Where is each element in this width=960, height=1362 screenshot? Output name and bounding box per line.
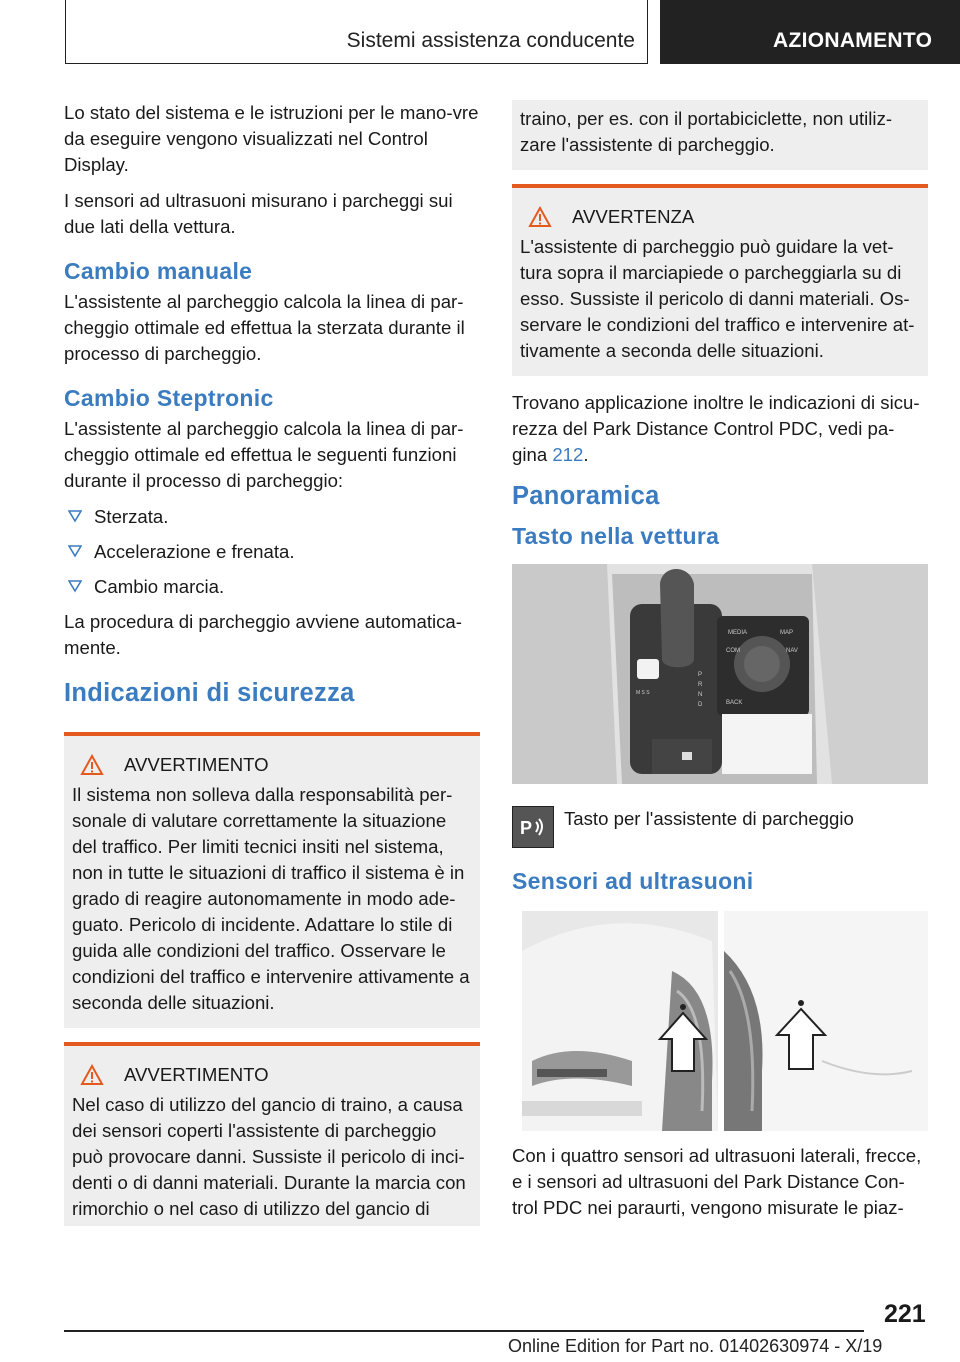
paragraph-steptronic: L'assistente al parcheggio calcola la linea di par-cheggio ottimale ed effettua le seguenti funzioni durante il processo di parcheggio: — [64, 418, 464, 491]
caption-text: Tasto per l'assistente di parcheggio — [564, 808, 854, 829]
list-item-text: Accelerazione e frenata. — [94, 541, 295, 562]
warning-title: AVVERTENZA — [572, 206, 695, 227]
console-photo — [512, 564, 928, 784]
bullet-triangle-icon — [68, 579, 82, 593]
warning-title: AVVERTIMENTO — [124, 754, 269, 775]
bullet-triangle-icon — [68, 544, 82, 558]
header-chapter-title: AZIONAMENTO — [773, 29, 933, 52]
heading-tasto: Tasto nella vettura — [512, 523, 720, 549]
warning-triangle-icon — [80, 754, 104, 776]
heading-manual: Cambio manuale — [64, 258, 253, 284]
header-chapter-box — [660, 0, 960, 64]
console-label-back: BACK — [726, 700, 743, 706]
console-label-r: R — [698, 682, 703, 688]
warning-text: L'assistente di parcheggio può guidare la vet-tura sopra il marciapiede o parcheggiarla su di esso. Sussiste il pericolo di danni materiali. Os-servare le condizioni del traffico e intervenire at-tivamente a seconda delle situazioni. — [520, 236, 915, 361]
console-label-com: COM — [726, 648, 740, 654]
park-assist-button-icon — [512, 806, 554, 848]
warning-triangle-icon — [528, 206, 552, 228]
page-reference-link[interactable]: 212 — [552, 444, 584, 465]
warning-box-2 — [64, 1042, 480, 1226]
paragraph-pdc: Trovano applicazione inoltre le indicazioni di sicu-rezza del Park Distance Control PDC, vedi pa-gina 212. — [512, 392, 920, 465]
heading-steptronic: Cambio Steptronic — [64, 385, 274, 411]
console-label-media: MEDIA — [728, 630, 748, 636]
console-label-n: N — [698, 692, 703, 698]
left-column — [64, 100, 480, 1240]
page-number: 221 — [884, 1300, 926, 1328]
heading-safety: Indicazioni di sicurezza — [64, 679, 355, 707]
console-illustration — [512, 564, 928, 784]
function-list — [64, 504, 480, 600]
paragraph-sensors-description: Con i quattro sensori ad ultrasuoni laterali, frecce, e i sensori ad ultrasuoni del Park Distance Con-trol PDC nei paraurti, vengono misurate le piaz- — [512, 1145, 922, 1218]
paragraph-sensors: I sensori ad ultrasuoni misurano i parcheggi sui due lati della vettura. — [64, 190, 453, 237]
warning-box-3 — [512, 184, 928, 376]
heading-panoramica: Panoramica — [512, 482, 660, 510]
warning-text: traino, per es. con il portabiciclette, non utiliz-zare l'assistente di parcheggio. — [520, 108, 893, 155]
heading-sensori: Sensori ad ultrasuoni — [512, 868, 754, 894]
sensors-illustration — [512, 911, 928, 1131]
header-section-title: Sistemi assistenza conducente — [346, 29, 635, 52]
paragraph-automatic: La procedura di parcheggio avviene automatica-mente. — [64, 611, 462, 658]
warning-text: Il sistema non solleva dalla responsabilità per-sonale di valutare correttamente la situazione del traffico. Per limiti tecnici insiti nel sistema, non in tutte le situazioni di traffico il sistema è in grado di reagire autonomamente in modo ade-guato. Pericolo di incidente. Adattare lo stile di guida alle condizioni del traffico. Osservare le condizioni del traffico e intervenire attivamente a seconda delle situazioni. — [72, 784, 470, 1013]
console-label-d: D — [698, 702, 703, 708]
right-column — [512, 100, 928, 1231]
list-item — [64, 504, 480, 530]
console-label-mss: M S S — [636, 690, 650, 696]
svg-text:P: P — [520, 818, 533, 838]
footer-divider — [64, 1330, 864, 1332]
sensors-photo — [512, 911, 928, 1131]
warning-box-1 — [64, 732, 480, 1028]
header-section-box — [65, 0, 648, 64]
warning-text: Nel caso di utilizzo del gancio di traino, a causa dei sensori coperti l'assistente di parcheggio può provocare danni. Sussiste il pericolo di inci-denti o di danni materiali. Durante la marcia con rimorchio o nel caso di utilizzo del gancio di — [72, 1094, 466, 1219]
list-item — [64, 574, 480, 600]
paragraph-manual: L'assistente al parcheggio calcola la linea di par-cheggio ottimale ed effettua la sterzata durante il processo di parcheggio. — [64, 291, 465, 364]
paragraph-status: Lo stato del sistema e le istruzioni per le mano-vre da eseguire vengono visualizzati nel Control Display. — [64, 102, 479, 175]
footer-edition: Online Edition for Part no. 01402630974 - X/19 — [508, 1336, 883, 1356]
list-item — [64, 539, 480, 565]
list-item-text: Cambio marcia. — [94, 576, 225, 597]
console-label-p: P — [698, 672, 703, 678]
warning-box-2-continued — [512, 100, 928, 170]
warning-title: AVVERTIMENTO — [124, 1064, 269, 1085]
console-label-map: MAP — [780, 630, 794, 636]
bullet-triangle-icon — [68, 509, 82, 523]
console-label-nav: NAV — [786, 648, 798, 654]
warning-triangle-icon — [80, 1064, 104, 1086]
figure-caption — [512, 806, 928, 848]
list-item-text: Sterzata. — [94, 506, 169, 527]
